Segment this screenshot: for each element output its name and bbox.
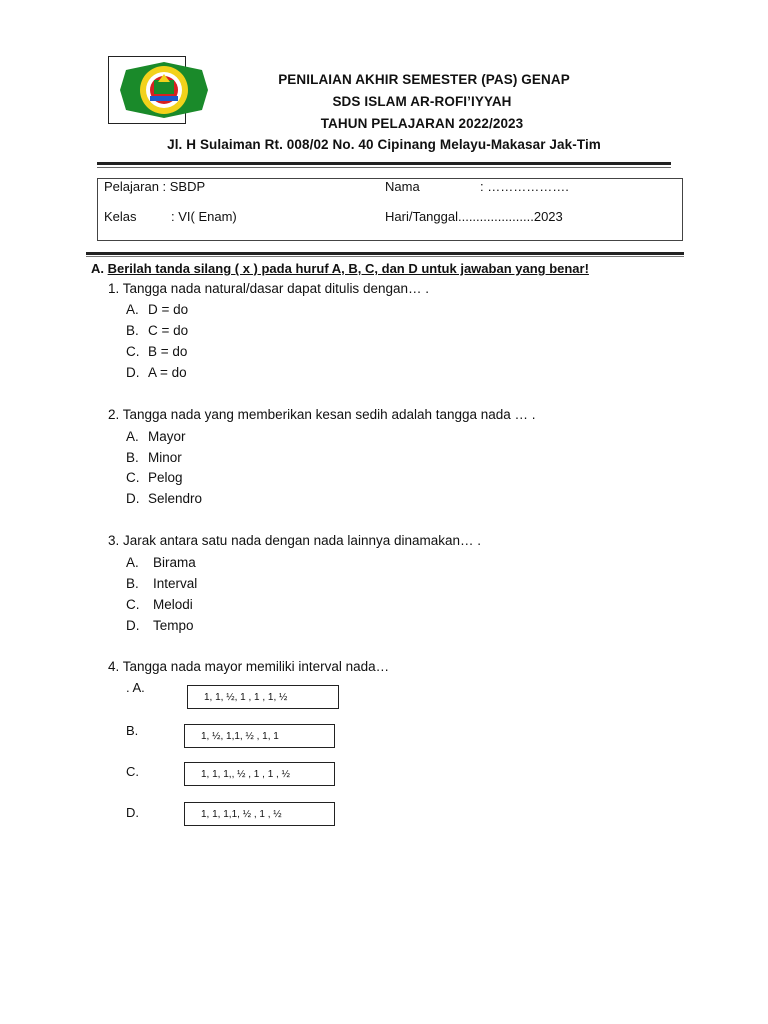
section-prefix: A. — [91, 261, 104, 276]
option-4a-box[interactable]: 1, 1, ½, 1 , 1 , 1, ½ — [187, 685, 339, 709]
option-2d[interactable]: D. Selendro — [126, 491, 203, 506]
option-3b[interactable]: B. Interval — [126, 576, 198, 591]
question-2: 2. Tangga nada yang memberikan kesan sedih adalah tangga nada … . — [108, 407, 536, 422]
subject-label: Pelajaran : SBDP — [104, 179, 206, 194]
option-4c-box[interactable]: 1, 1, 1,, ½ , 1 , 1 , ½ — [184, 762, 335, 786]
name-label: Nama — [385, 179, 420, 194]
name-field[interactable]: : ………………. — [480, 179, 569, 194]
option-4c-label[interactable]: C. — [126, 764, 139, 779]
option-3d[interactable]: D. Tempo — [126, 618, 194, 633]
header-rule — [97, 162, 671, 165]
school-address: Jl. H Sulaiman Rt. 008/02 No. 40 Cipinang Melayu-Makasar Jak-Tim — [167, 137, 601, 152]
option-2c[interactable]: C. Pelog — [126, 470, 183, 485]
option-1c[interactable]: C. B = do — [126, 344, 188, 359]
class-value: : VI( Enam) — [171, 209, 237, 224]
option-3a[interactable]: A. Birama — [126, 555, 196, 570]
info-rule-thin — [86, 256, 684, 257]
option-4a-label[interactable]: . A. — [126, 680, 145, 695]
school-name: SDS ISLAM AR-ROFI’IYYAH — [332, 94, 512, 109]
header-rule-thin — [97, 167, 671, 168]
option-1a[interactable]: A. D = do — [126, 302, 189, 317]
question-1: 1. Tangga nada natural/dasar dapat ditulis dengan… . — [108, 281, 429, 296]
option-2a[interactable]: A. Mayor — [126, 429, 186, 444]
section-title — [91, 261, 589, 276]
info-rule — [86, 252, 684, 255]
option-4b-label[interactable]: B. — [126, 723, 139, 738]
exam-title: PENILAIAN AKHIR SEMESTER (PAS) GENAP — [278, 72, 570, 87]
academic-year: TAHUN PELAJARAN 2022/2023 — [320, 116, 524, 131]
option-4d-box[interactable]: 1, 1, 1,1, ½ , 1 , ½ — [184, 802, 335, 826]
section-instruction: Berilah tanda silang ( x ) pada huruf A, B, C, dan D untuk jawaban yang benar! — [107, 261, 589, 276]
option-1b[interactable]: B. C = do — [126, 323, 189, 338]
class-label: Kelas — [104, 209, 137, 224]
question-4: 4. Tangga nada mayor memiliki interval nada… — [108, 659, 390, 674]
option-4d-label[interactable]: D. — [126, 805, 139, 820]
option-4b-box[interactable]: 1, ½, 1,1, ½ , 1, 1 — [184, 724, 335, 748]
date-field[interactable]: Hari/Tanggal.....................2023 — [385, 209, 563, 224]
option-3c[interactable]: C. Melodi — [126, 597, 193, 612]
option-1d[interactable]: D. A = do — [126, 365, 187, 380]
question-3: 3. Jarak antara satu nada dengan nada lainnya dinamakan… . — [108, 533, 482, 548]
school-logo-icon — [116, 60, 212, 120]
option-2b[interactable]: B. Minor — [126, 450, 182, 465]
